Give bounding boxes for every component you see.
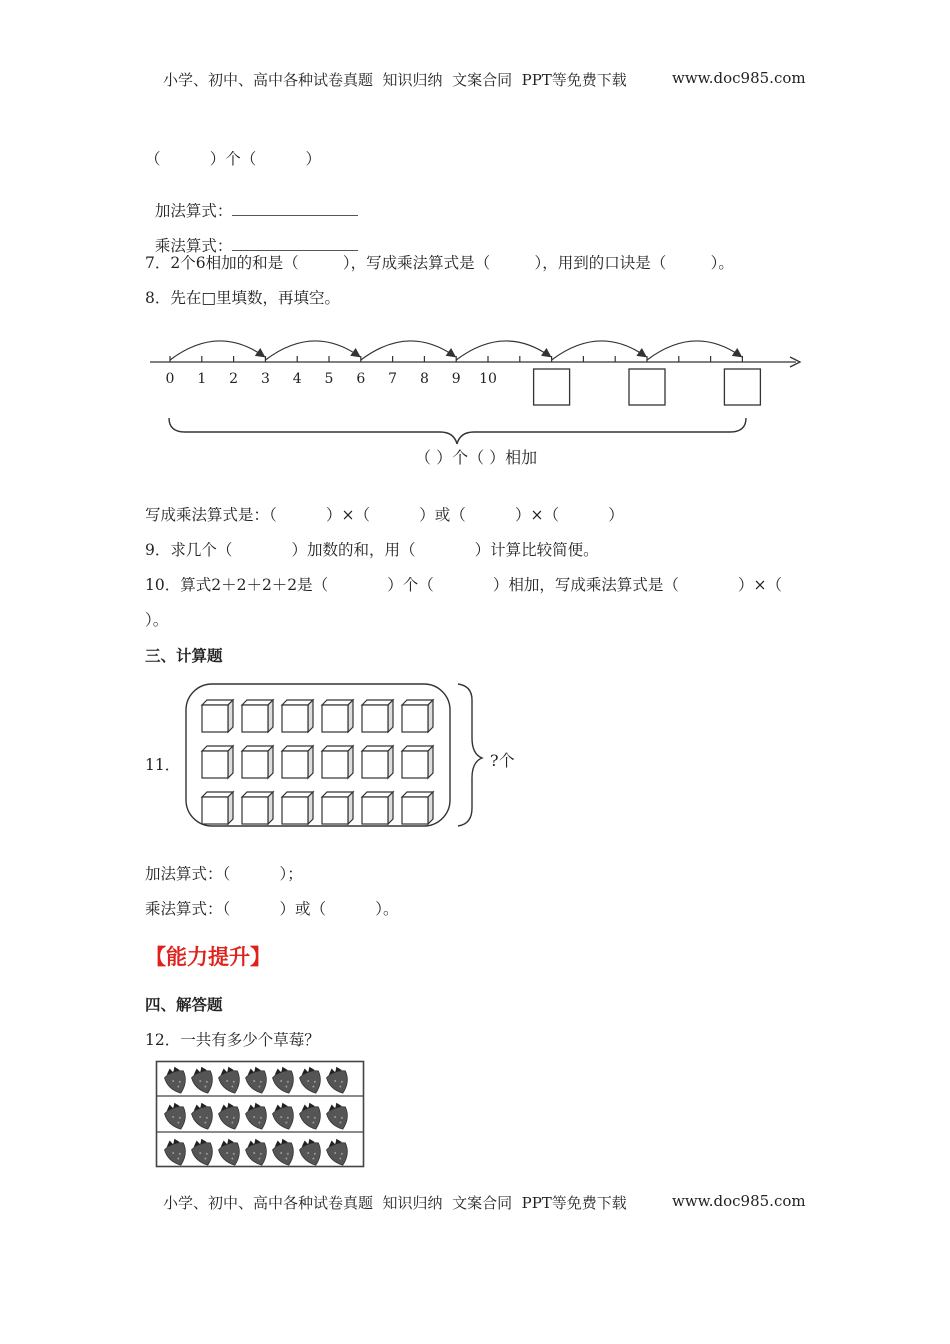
question-9: 9．求几个（ ）加数的和，用（ ）计算比较简便。 [145, 541, 599, 559]
cube-side-face [268, 700, 273, 732]
brace-caption: （ ）个（ ）相加 [415, 448, 538, 467]
cube-front-face [282, 705, 308, 732]
cube-front-face [202, 797, 228, 824]
header-url[interactable]: www.doc985.com [672, 69, 806, 87]
strawberry-body [326, 1141, 353, 1169]
cube-front-face [362, 751, 388, 778]
cube-figure [180, 678, 540, 833]
cube-icon [362, 746, 393, 778]
strawberry-figure [155, 1060, 367, 1170]
strawberry-body [191, 1105, 218, 1133]
strawberry-icon [297, 1064, 325, 1096]
tick-label: 7 [388, 371, 398, 387]
cube-icon [202, 746, 233, 778]
strawberry-body [164, 1141, 191, 1169]
cube-icon [202, 700, 233, 732]
tick-label: 10 [479, 371, 497, 387]
strawberry-body [218, 1069, 245, 1097]
cube-icon [242, 700, 273, 732]
section-3-heading: 三、计算题 [145, 647, 223, 665]
cube-icon [242, 746, 273, 778]
cube-front-face [242, 751, 268, 778]
question-11-multiplication: 乘法算式：（ ）或（ ）。 [145, 900, 399, 918]
strawberry-body [245, 1069, 272, 1097]
question-7: 7．2个6相加的和是（ ），写成乘法算式是（ ），用到的口诀是（ ）。 [145, 254, 734, 272]
header-title: 小学、初中、高中各种试卷真题 知识归纳 文案合同 PPT等免费下载 [163, 71, 627, 89]
tick-label: 8 [419, 371, 429, 387]
cube-front-face [402, 797, 428, 824]
strawberry-icon [243, 1064, 271, 1096]
cube-side-face [268, 746, 273, 778]
footer-url[interactable]: www.doc985.com [672, 1192, 806, 1210]
strawberry-icon [216, 1100, 244, 1132]
cube-front-face [202, 751, 228, 778]
question-8: 8．先在□里填数，再填空。 [145, 289, 341, 307]
cube-icon [402, 792, 433, 824]
jump-arc [647, 341, 740, 360]
strawberry-icon [270, 1136, 298, 1168]
cube-side-face [268, 792, 273, 824]
cube-front-face [322, 751, 348, 778]
cube-icon [322, 700, 353, 732]
strawberry-icon [243, 1136, 271, 1168]
strawberry-icon [270, 1100, 298, 1132]
answer-box [629, 369, 665, 405]
cube-icon [242, 792, 273, 824]
multiplication-blank[interactable] [232, 236, 358, 251]
cube-brace [458, 684, 482, 826]
cube-side-face [228, 700, 233, 732]
strawberry-body [272, 1069, 299, 1097]
strawberry-grid [162, 1064, 352, 1168]
strawberry-body [218, 1141, 245, 1169]
cube-side-face [348, 746, 353, 778]
addition-formula-row [145, 181, 358, 221]
answer-box [724, 369, 760, 405]
question-8-answer: 写成乘法算式是：（ ）×（ ）或（ ）×（ ） [145, 506, 624, 524]
tick-label: 9 [451, 371, 461, 387]
strawberry-body [272, 1105, 299, 1133]
footer-title: 小学、初中、高中各种试卷真题 知识归纳 文案合同 PPT等免费下载 [163, 1194, 627, 1212]
cube-front-face [202, 705, 228, 732]
number-line-ticks [170, 356, 742, 362]
bottom-brace [169, 418, 746, 444]
strawberry-icon [162, 1064, 190, 1096]
strawberry-body [326, 1105, 353, 1133]
jump-arc [170, 341, 263, 360]
cube-count-label: ?个 [490, 751, 515, 770]
cube-icon [282, 700, 313, 732]
cube-side-face [308, 792, 313, 824]
question-10: 10．算式2＋2＋2＋2是（ ）个（ ）相加，写成乘法算式是（ ）×（ [145, 576, 783, 594]
ability-heading: 【能力提升】 [145, 945, 271, 969]
cube-side-face [428, 792, 433, 824]
cube-side-face [228, 746, 233, 778]
strawberry-body [299, 1069, 326, 1097]
blank-groups-line: （ ）个（ ） [145, 150, 322, 168]
tick-label: 6 [356, 371, 366, 387]
strawberry-icon [324, 1064, 352, 1096]
jump-arc [552, 341, 645, 360]
cube-front-face [402, 705, 428, 732]
strawberry-body [191, 1141, 218, 1169]
strawberry-icon [297, 1136, 325, 1168]
cube-side-face [428, 700, 433, 732]
tick-label: 5 [324, 371, 334, 387]
tick-label: 4 [292, 371, 302, 387]
cube-side-face [228, 792, 233, 824]
strawberry-body [245, 1141, 272, 1169]
strawberry-body [272, 1141, 299, 1169]
cube-icon [282, 746, 313, 778]
tick-label: 2 [229, 371, 239, 387]
number-line-figure [140, 322, 810, 472]
strawberry-icon [297, 1100, 325, 1132]
jump-arcs [170, 341, 740, 360]
cube-icon [322, 792, 353, 824]
tick-label: 3 [260, 371, 270, 387]
strawberry-icon [324, 1100, 352, 1132]
jump-arc [456, 341, 549, 360]
multiplication-label: 乘法算式： [154, 237, 233, 255]
strawberry-icon [216, 1064, 244, 1096]
section-4-heading: 四、解答题 [145, 996, 223, 1014]
strawberry-body [299, 1105, 326, 1133]
question-11-number: 11． [145, 756, 181, 774]
strawberry-icon [189, 1100, 217, 1132]
cube-front-face [242, 797, 268, 824]
cube-icon [322, 746, 353, 778]
strawberry-body [218, 1105, 245, 1133]
jump-arc [361, 341, 454, 360]
strawberry-icon [189, 1064, 217, 1096]
strawberry-body [245, 1105, 272, 1133]
cube-front-face [362, 797, 388, 824]
multiplication-formula-row [145, 216, 358, 256]
strawberry-body [164, 1105, 191, 1133]
answer-boxes [534, 369, 761, 405]
question-12: 12．一共有多少个草莓？ [145, 1031, 320, 1049]
strawberry-icon [189, 1136, 217, 1168]
answer-box [534, 369, 570, 405]
cube-front-face [402, 751, 428, 778]
strawberry-icon [162, 1136, 190, 1168]
cube-front-face [282, 797, 308, 824]
cube-side-face [388, 746, 393, 778]
cube-side-face [428, 746, 433, 778]
cube-icon [202, 792, 233, 824]
strawberry-icon [324, 1136, 352, 1168]
strawberry-icon [243, 1100, 271, 1132]
strawberry-body [326, 1069, 353, 1097]
cube-side-face [308, 700, 313, 732]
tick-label: 1 [197, 371, 207, 387]
number-line-labels [166, 371, 497, 387]
cube-front-face [362, 705, 388, 732]
cube-front-face [242, 705, 268, 732]
strawberry-body [164, 1069, 191, 1097]
cube-front-face [282, 751, 308, 778]
jump-arc [265, 341, 358, 360]
strawberry-body [191, 1069, 218, 1097]
cube-side-face [388, 792, 393, 824]
strawberry-icon [162, 1100, 190, 1132]
cube-side-face [348, 792, 353, 824]
strawberry-icon [216, 1136, 244, 1168]
cube-front-face [322, 705, 348, 732]
question-10-end: ）。 [145, 611, 169, 629]
strawberry-body [299, 1141, 326, 1169]
cube-icon [362, 700, 393, 732]
cube-side-face [308, 746, 313, 778]
cube-icon [402, 700, 433, 732]
question-11-addition: 加法算式：（ ）； [145, 865, 303, 883]
cube-side-face [348, 700, 353, 732]
cube-side-face [388, 700, 393, 732]
cube-front-face [322, 797, 348, 824]
addition-label: 加法算式： [154, 202, 233, 220]
strawberry-icon [270, 1064, 298, 1096]
cube-grid [202, 700, 433, 824]
cube-icon [282, 792, 313, 824]
cube-icon [402, 746, 433, 778]
addition-blank[interactable] [232, 201, 358, 216]
cube-icon [362, 792, 393, 824]
tick-label: 0 [165, 371, 175, 387]
